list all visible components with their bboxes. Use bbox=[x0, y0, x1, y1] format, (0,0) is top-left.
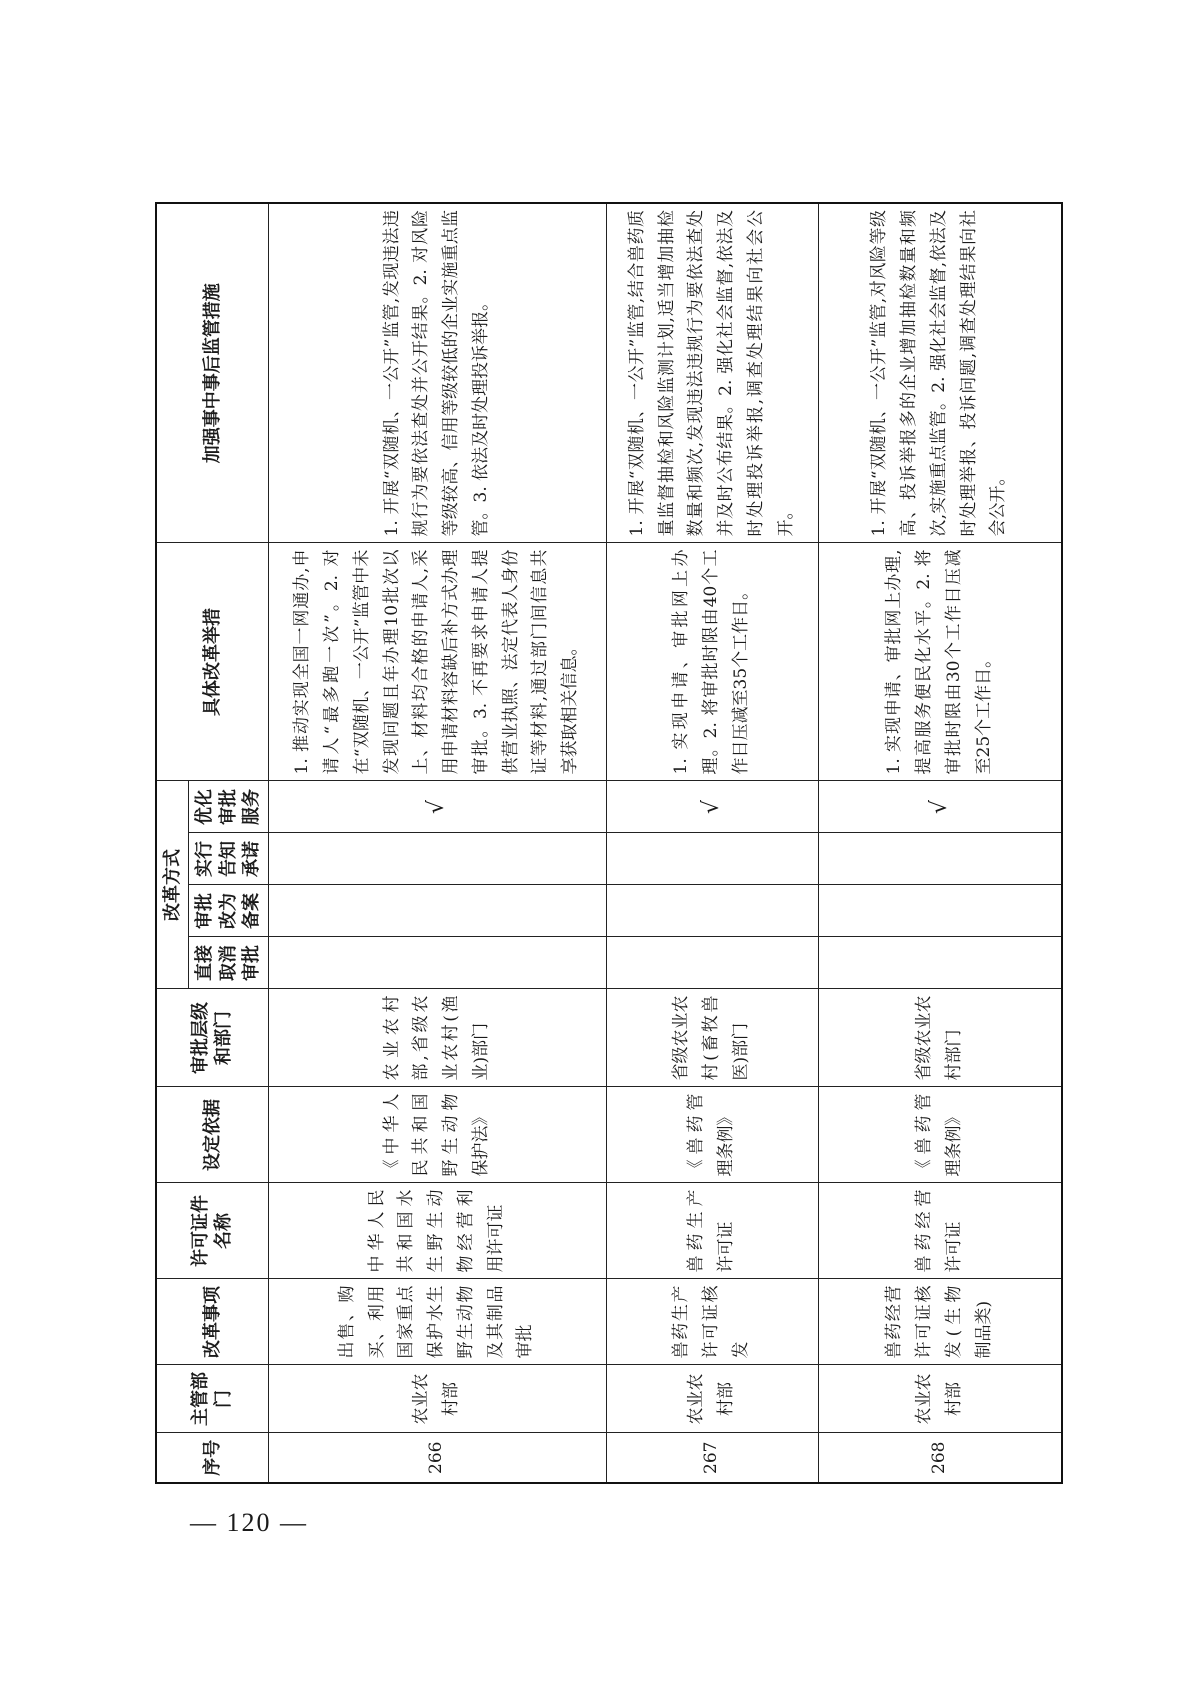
cell-level: 省级农业农村(畜牧兽医)部门 bbox=[606, 989, 818, 1087]
cell-dept: 农业农村部 bbox=[818, 1365, 1062, 1433]
header-basis: 设定依据 bbox=[156, 1087, 268, 1183]
cell-basis: 《兽药管理条例》 bbox=[606, 1087, 818, 1183]
table-row bbox=[818, 203, 1062, 1483]
cell-basis: 《中华人民共和国野生动物保护法》 bbox=[268, 1087, 606, 1183]
cell-mode-notify bbox=[268, 833, 606, 885]
cell-mode-filing bbox=[606, 885, 818, 937]
header-mode-group: 改革方式 bbox=[156, 781, 189, 989]
cell-item: 兽药经营许可证核发(生物制品类) bbox=[818, 1279, 1062, 1365]
header-mode-optimize: 优化审批服务 bbox=[189, 781, 268, 833]
cell-dept: 农业农村部 bbox=[268, 1365, 606, 1433]
cell-basis: 《兽药管理条例》 bbox=[818, 1087, 1062, 1183]
cell-level: 农业农村部,省级农业农村(渔业)部门 bbox=[268, 989, 606, 1087]
cell-measures: 1. 实现申请、审批网上办理。2. 将审批时限由40个工作日压减至35个工作日。 bbox=[606, 543, 818, 781]
page-number: — 120 — bbox=[190, 1508, 308, 1537]
cell-mode-optimize-check: √ bbox=[268, 781, 606, 833]
header-supervision: 加强事中事后监管措施 bbox=[156, 203, 268, 543]
header-item: 改革事项 bbox=[156, 1279, 268, 1365]
cell-mode-optimize-check: √ bbox=[606, 781, 818, 833]
header-mode-notify: 实行告知承诺 bbox=[189, 833, 268, 885]
cell-mode-notify bbox=[606, 833, 818, 885]
cell-mode-cancel bbox=[268, 937, 606, 989]
cell-measures: 1. 实现申请、审批网上办理,提高服务便民化水平。2. 将审批时限由30个工作日压减至25个工作日。 bbox=[818, 543, 1062, 781]
rotated-table-container bbox=[155, 204, 1039, 1484]
header-measures: 具体改革举措 bbox=[156, 543, 268, 781]
cell-seq: 267 bbox=[606, 1433, 818, 1483]
cell-license: 兽药经营许可证 bbox=[818, 1183, 1062, 1279]
cell-seq: 266 bbox=[268, 1433, 606, 1483]
cell-supervision: 1. 开展“双随机、一公开”监管,结合兽药质量监督抽检和风险监测计划,适当增加抽检数量和频次,发现违法违规行为要依法查处并及时公布结果。2. 强化社会监督,依法及时处理投诉举报,调查处理结果向社会公开。 bbox=[606, 203, 818, 543]
table-row bbox=[606, 203, 818, 1483]
table-row bbox=[268, 203, 606, 1483]
header-mode-filing: 审批改为备案 bbox=[189, 885, 268, 937]
cell-mode-cancel bbox=[606, 937, 818, 989]
cell-supervision: 1. 开展“双随机、一公开”监管,对风险等级高、投诉举报多的企业增加抽检数量和频次,实施重点监管。2. 强化社会监督,依法及时处理举报、投诉问题,调查处理结果向社会公开。 bbox=[818, 203, 1062, 543]
header-mode-cancel: 直接取消审批 bbox=[189, 937, 268, 989]
header-row bbox=[156, 203, 189, 1483]
cell-license: 兽药生产许可证 bbox=[606, 1183, 818, 1279]
cell-measures: 1. 推动实现全国一网通办,申请人“最多跑一次”。2. 对在“双随机、一公开”监管中未发现问题且年办理10批次以上、材料均合格的申请人,采用申请材料容缺后补方式办理审批。3. 不再要求申请人提供营业执照、法定代表人身份证等材料,通过部门间信息共享获取相关信息。 bbox=[268, 543, 606, 781]
cell-dept: 农业农村部 bbox=[606, 1365, 818, 1433]
cell-mode-optimize-check: √ bbox=[818, 781, 1062, 833]
cell-supervision: 1. 开展“双随机、一公开”监管,发现违法违规行为要依法查处并公开结果。2. 对风险等级较高、信用等级较低的企业实施重点监管。3. 依法及时处理投诉举报。 bbox=[268, 203, 606, 543]
header-seq: 序号 bbox=[156, 1433, 268, 1483]
cell-seq: 268 bbox=[818, 1433, 1062, 1483]
cell-item: 兽药生产许可证核发 bbox=[606, 1279, 818, 1365]
cell-level: 省级农业农村部门 bbox=[818, 989, 1062, 1087]
header-level: 审批层级和部门 bbox=[156, 989, 268, 1087]
header-dept: 主管部门 bbox=[156, 1365, 268, 1433]
cell-item: 出售、购买、利用国家重点保护水生野生动物及其制品审批 bbox=[268, 1279, 606, 1365]
header-license: 许可证件名称 bbox=[156, 1183, 268, 1279]
reform-table bbox=[155, 202, 1063, 1484]
cell-license: 中华人民共和国水生野生动物经营利用许可证 bbox=[268, 1183, 606, 1279]
cell-mode-filing bbox=[268, 885, 606, 937]
cell-mode-filing bbox=[818, 885, 1062, 937]
cell-mode-notify bbox=[818, 833, 1062, 885]
cell-mode-cancel bbox=[818, 937, 1062, 989]
